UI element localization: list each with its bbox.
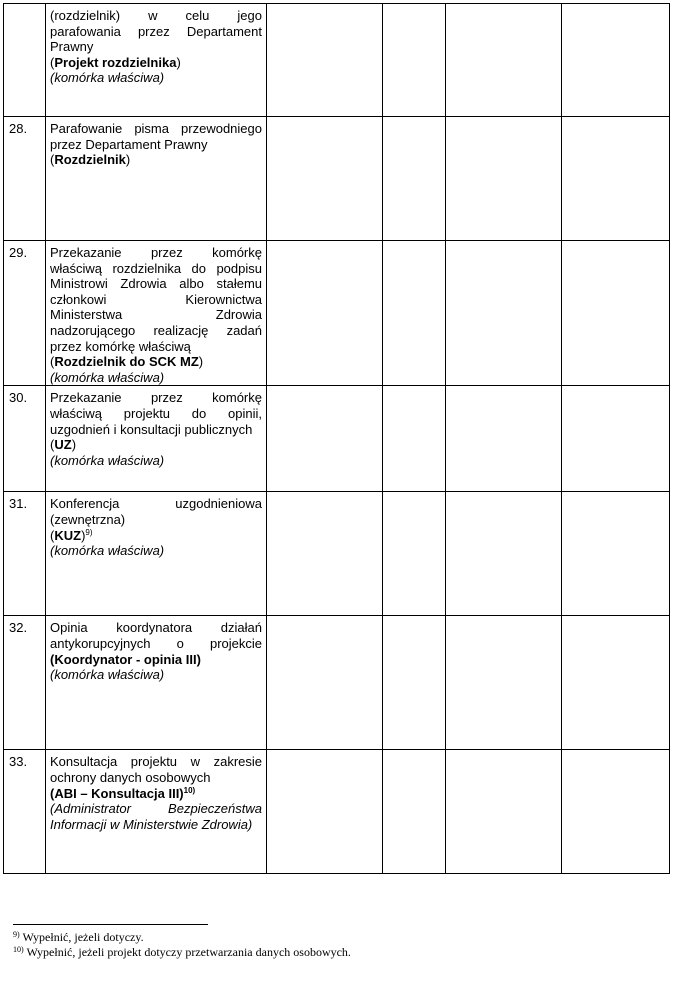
row-number: 29. — [4, 241, 46, 386]
description-line — [50, 70, 262, 86]
description-line — [50, 652, 262, 668]
description-line — [50, 437, 262, 453]
description-line — [50, 339, 262, 355]
footnote — [13, 945, 673, 960]
description-line — [50, 276, 262, 292]
line-text: Konferencja uzgodnieniowa — [50, 496, 262, 512]
line-text: (komórka właściwa) — [50, 543, 165, 559]
line-text: ( — [50, 437, 55, 453]
description-line — [50, 354, 262, 370]
row-number — [4, 4, 46, 117]
description-line — [50, 323, 262, 339]
description-line — [50, 801, 262, 817]
row-number: 31. — [4, 492, 46, 616]
table-row — [4, 386, 670, 492]
line-text: Ministrowi Zdrowia albo stałemu — [50, 276, 262, 292]
description-line — [50, 24, 262, 40]
line-text: Przekazanie przez komórkę — [50, 245, 262, 260]
footnote-separator — [13, 924, 208, 925]
empty-cell — [383, 750, 446, 874]
line-text: właściwą projektu do opinii, — [50, 405, 262, 421]
line-text: Informacji w Ministerstwie Zdrowia) — [50, 816, 253, 832]
description-line — [50, 370, 262, 386]
description-line — [50, 39, 262, 55]
description-line — [50, 754, 262, 770]
row-number: 30. — [4, 386, 46, 492]
line-text: antykorupcyjnych o projekcie — [50, 635, 262, 651]
description-line — [50, 543, 262, 559]
footnote-mark: 10) — [183, 785, 196, 795]
empty-cell — [267, 386, 383, 492]
empty-cell — [446, 4, 562, 117]
step-description — [46, 386, 267, 492]
line-text: (komórka właściwa) — [50, 70, 165, 86]
table-row — [4, 492, 670, 616]
empty-cell — [446, 616, 562, 750]
line-text: ( — [50, 354, 55, 370]
empty-cell — [562, 492, 670, 616]
description-line — [50, 137, 262, 153]
line-text-after: ) — [125, 152, 131, 168]
empty-cell — [267, 750, 383, 874]
line-text: (rozdzielnik) w celu jego — [50, 8, 262, 23]
footnote-mark: 10) — [13, 945, 24, 954]
step-description — [46, 750, 267, 874]
line-text: parafowania przez Departament — [50, 23, 262, 39]
step-description — [46, 492, 267, 616]
table-row — [4, 117, 670, 241]
description-line — [50, 8, 262, 24]
line-text: (komórka właściwa) — [50, 369, 165, 385]
empty-cell — [562, 4, 670, 117]
row-number: 28. — [4, 117, 46, 241]
line-text-after: ) — [81, 527, 86, 543]
empty-cell — [383, 4, 446, 117]
line-text: nadzorującego realizację zadań — [50, 322, 262, 338]
line-text: właściwą rozdzielnika do podpisu — [50, 260, 262, 276]
line-text: uzgodnień i konsultacji publicznych — [50, 421, 253, 437]
description-line — [50, 307, 262, 323]
description-line — [50, 817, 262, 833]
line-text: Opinia koordynatora działań — [50, 620, 262, 636]
footnote-mark: 9) — [85, 527, 93, 537]
line-text: (komórka właściwa) — [50, 667, 165, 683]
empty-cell — [383, 616, 446, 750]
table-row — [4, 750, 670, 874]
description-line — [50, 292, 262, 308]
bold-code: Rozdzielnik — [54, 152, 126, 168]
empty-cell — [267, 241, 383, 386]
footnotes — [13, 930, 673, 960]
description-line — [50, 261, 262, 277]
line-text: Ministerstwa Zdrowia — [50, 307, 262, 323]
description-line — [50, 245, 262, 261]
line-text: Prawny — [50, 39, 94, 55]
empty-cell — [446, 750, 562, 874]
description-line — [50, 152, 262, 168]
line-text-after: ) — [71, 437, 77, 453]
empty-cell — [383, 117, 446, 241]
description-line — [50, 786, 262, 802]
empty-cell — [267, 616, 383, 750]
empty-cell — [267, 117, 383, 241]
line-text: (zewnętrzna) — [50, 511, 126, 527]
description-line — [50, 55, 262, 71]
line-text: (komórka właściwa) — [50, 452, 165, 468]
empty-cell — [383, 241, 446, 386]
bold-code: Projekt rozdzielnika — [54, 54, 177, 70]
description-line — [50, 528, 262, 544]
line-text: ( — [50, 152, 55, 168]
description-line — [50, 406, 262, 422]
line-text: przez Departament Prawny — [50, 136, 208, 152]
description-line — [50, 121, 262, 137]
procedure-table — [3, 3, 670, 874]
footnote-text: Wypełnić, jeżeli projekt dotyczy przetwarzania danych osobowych. — [23, 945, 351, 959]
bold-code: KUZ — [54, 527, 82, 543]
empty-cell — [562, 241, 670, 386]
empty-cell — [446, 117, 562, 241]
line-text: członkowi Kierownictwa — [50, 291, 262, 307]
line-text: ochrony danych osobowych — [50, 769, 211, 785]
bold-code: Rozdzielnik do SCK MZ — [54, 354, 199, 370]
bold-code: (ABI – Konsultacja III) — [50, 785, 184, 801]
step-description — [46, 4, 267, 117]
empty-cell — [562, 117, 670, 241]
footnote-text: Wypełnić, jeżeli dotyczy. — [19, 930, 144, 944]
line-text: Przekazanie przez komórkę — [50, 390, 262, 406]
empty-cell — [267, 492, 383, 616]
description-line — [50, 620, 262, 636]
line-text: Konsultacja projektu w zakresie — [50, 754, 262, 770]
table-row — [4, 4, 670, 117]
empty-cell — [383, 386, 446, 492]
empty-cell — [446, 492, 562, 616]
line-text: Parafowanie pisma przewodniego — [50, 121, 262, 136]
description-line — [50, 636, 262, 652]
empty-cell — [446, 386, 562, 492]
step-description — [46, 616, 267, 750]
footnote — [13, 930, 673, 945]
line-text-after: ) — [176, 54, 181, 70]
bold-code: (Koordynator - opinia III) — [50, 651, 201, 667]
empty-cell — [562, 386, 670, 492]
table-row — [4, 616, 670, 750]
empty-cell — [383, 492, 446, 616]
line-text: (Administrator Bezpieczeństwa — [50, 801, 262, 817]
empty-cell — [562, 750, 670, 874]
line-text: przez komórkę właściwą — [50, 338, 191, 354]
description-line — [50, 512, 262, 528]
line-text: ( — [50, 527, 55, 543]
line-text: ( — [50, 54, 55, 70]
line-text-after: ) — [198, 354, 204, 370]
empty-cell — [562, 616, 670, 750]
description-line — [50, 667, 262, 683]
description-line — [50, 770, 262, 786]
description-line — [50, 390, 262, 406]
empty-cell — [267, 4, 383, 117]
description-line — [50, 496, 262, 512]
table-row — [4, 241, 670, 386]
step-description — [46, 117, 267, 241]
description-line — [50, 422, 262, 438]
row-number: 33. — [4, 750, 46, 874]
row-number: 32. — [4, 616, 46, 750]
footnote-mark: 9) — [13, 930, 20, 939]
description-line — [50, 453, 262, 469]
bold-code: UZ — [54, 437, 72, 453]
empty-cell — [446, 241, 562, 386]
step-description — [46, 241, 267, 386]
